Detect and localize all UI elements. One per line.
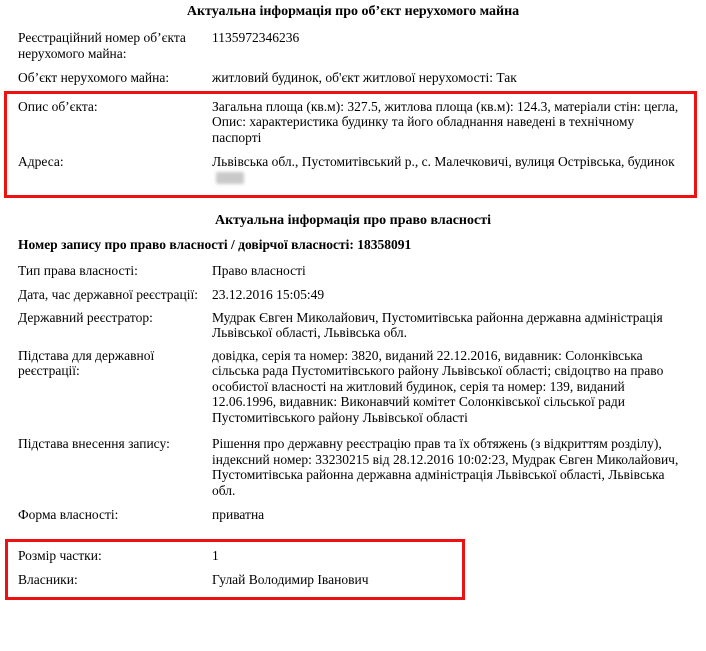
field-row-ownership-type	[0, 263, 706, 279]
field-value: Загальна площа (кв.м): 327.5, житлова площа (кв.м): 124.3, матеріали стін: цегла, Опис: характеристика будинку та його обладнання наведені в технічному паспорті	[212, 98, 679, 145]
field-label: Об’єкт нерухомого майна:	[18, 70, 170, 85]
field-label: Власники:	[18, 572, 78, 587]
field-row-registration-datetime	[0, 287, 706, 303]
address-text: Львівська обл., Пустомитівський р., с. Малечковичі, вулиця Острівська, будинок	[212, 154, 675, 169]
field-label: Адреса:	[18, 154, 64, 169]
field-value: Мудрак Євген Миколайович, Пустомитівська районна державна адміністрація Львівської області, Львівська обл.	[212, 309, 663, 340]
field-row-address	[7, 154, 694, 185]
field-label: Дата, час державної реєстрації:	[18, 287, 199, 302]
field-value: житловий будинок, об'єкт житлової нерухомості: Так	[212, 70, 517, 85]
field-label: Розмір частки:	[18, 547, 102, 563]
field-value: Рішення про державну реєстрацію прав та їх обтяжень (з відкриттям розділу), індексний номер: 33230215 від 28.12.2016 10:02:23, Мудрак Євген Миколайович, Пустомитівська районна державна адміністрація Львівської області, Львівська обл.	[212, 436, 679, 498]
field-label: Тип права власності:	[18, 262, 138, 278]
field-label: Державний реєстратор:	[18, 309, 153, 325]
field-value: 1135972346236	[212, 30, 300, 45]
redacted-house-number	[216, 172, 244, 184]
field-label: Реєстраційний номер об’єкта нерухомого майна:	[18, 30, 186, 61]
highlight-box-description-address	[4, 91, 697, 199]
field-row-share-size	[8, 548, 462, 564]
field-row-ownership-form	[0, 507, 706, 523]
field-label: Опис об’єкта:	[18, 98, 98, 114]
field-value: Гулай Володимир Іванович	[212, 572, 369, 587]
section-object-title: Актуальна інформація про об’єкт нерухомого майна	[186, 4, 520, 19]
field-label: Форма власності:	[18, 507, 119, 522]
field-row-record-basis	[0, 436, 706, 498]
field-row-state-registrar	[0, 310, 706, 341]
field-row-registration-basis	[0, 348, 706, 426]
highlight-box-share-owners	[5, 539, 465, 600]
field-value: Право власності	[212, 262, 306, 278]
section-ownership-title: Актуальна інформація про право власності	[215, 213, 491, 228]
field-row-owners	[8, 572, 462, 588]
field-row-registration-number	[0, 30, 706, 61]
field-row-object-description	[7, 99, 694, 146]
field-label: Підстава для державної реєстрації:	[18, 347, 155, 378]
field-value	[212, 154, 686, 185]
field-value: довідка, серія та номер: 3820, виданий 22.12.2016, видавник: Солонківська сільська рада Пустомитівського району Львівської області; свідоцтво на право особистої власності на житловий будинок, серія та номер: 139, виданий 12.06.1996, видавник: Виконавчий комітет Солонківської сільської ради Пустомитівського району Львівської області	[212, 347, 664, 425]
field-label: Підстава внесення запису:	[18, 436, 170, 451]
field-value: 23.12.2016 15:05:49	[212, 287, 325, 302]
field-value: приватна	[212, 507, 265, 522]
ownership-record-number-line: Номер запису про право власності / довірчої власності: 18358091	[18, 237, 412, 252]
field-row-object-type	[0, 70, 706, 86]
field-value: 1	[212, 547, 219, 563]
